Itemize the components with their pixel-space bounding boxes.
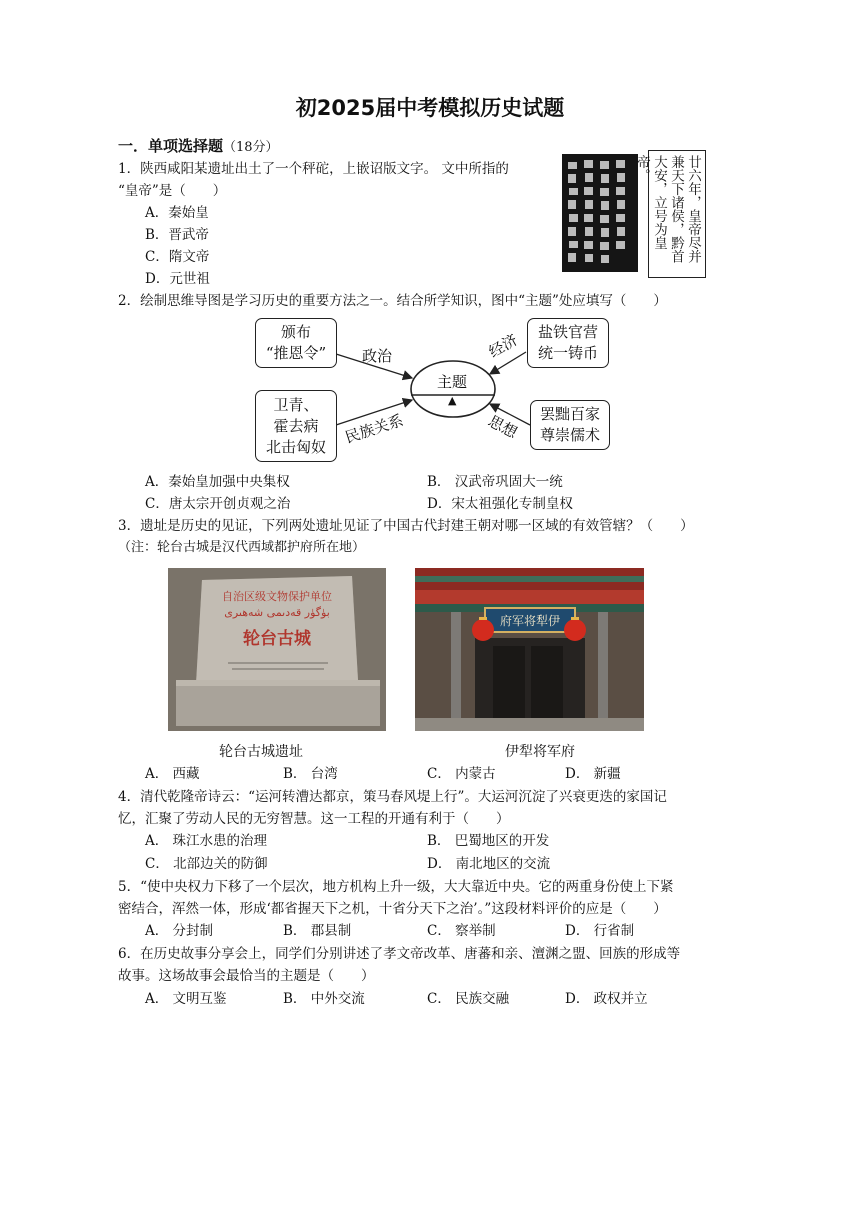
box-politics-line2: “推恩令”: [265, 344, 327, 362]
ili-general-mansion-photo: [415, 568, 644, 731]
section-score: （18分）: [223, 140, 279, 155]
q5-stem-line1: 5．“使中央权力下移了一个层次，地方机构上升一级，大大靠近中央。它的两重身份使上下紧: [118, 879, 674, 895]
q1-option-c[interactable]: C．隋文帝: [145, 249, 210, 265]
q1-stem-line2: “皇帝”是（ ）: [118, 183, 227, 199]
q6-option-d[interactable]: D． 政权并立: [565, 991, 648, 1007]
q5-option-d[interactable]: D． 行省制: [565, 923, 635, 939]
q6-stem-line2: 故事。这场故事会最恰当的主题是（ ）: [118, 968, 375, 984]
q6-option-a[interactable]: A． 文明互鉴: [145, 991, 227, 1007]
box-thought-line2: 尊崇儒术: [539, 426, 600, 444]
q3-option-b[interactable]: B． 台湾: [283, 766, 338, 782]
mind-map-center-mark: ▲: [448, 394, 457, 407]
q6-option-b[interactable]: B． 中外交流: [283, 991, 365, 1007]
q2-option-b[interactable]: B． 汉武帝巩固大一统: [427, 474, 563, 490]
q2-stem-line1: 2．绘制思维导图是学习历史的重要方法之一。结合所学知识，图中“主题”处应填写（ ）: [118, 293, 667, 309]
q1-option-a[interactable]: A．秦始皇: [145, 205, 209, 221]
q1-stem-line1: 1．陕西咸阳某遗址出土了一个秤砣，上嵌诏版文字。 文中所指的: [118, 161, 509, 177]
q2-option-d[interactable]: D．宋太祖强化专制皇权: [427, 496, 573, 512]
mansion-plaque: 府军将犁伊: [499, 614, 560, 628]
photo2-caption: 伊犁将军府: [505, 744, 575, 760]
inscription-col-3: 大安，立号为皇帝。: [634, 155, 667, 250]
q1-option-d[interactable]: D．元世祖: [145, 271, 210, 287]
q3-option-c[interactable]: C． 内蒙古: [427, 766, 496, 782]
box-thought-line1: 罢黜百家: [539, 405, 600, 423]
luntai-ancient-city-photo: [168, 568, 386, 731]
q4-option-b[interactable]: B． 巴蜀地区的开发: [427, 833, 550, 849]
section-name: 一．单项选择题: [118, 137, 224, 155]
q5-option-a[interactable]: A． 分封制: [145, 923, 214, 939]
inscription-col-2: 兼天下诸侯，黔首: [668, 155, 684, 263]
mind-map-label-thought: 思想: [485, 411, 521, 442]
mind-map-box-ethnic: [255, 390, 337, 462]
box-ethnic-line1: 卫青、: [273, 395, 319, 414]
mind-map-arrows: [0, 0, 860, 470]
inscription-col-1: 廿六年，皇帝尽并: [685, 155, 701, 263]
q5-option-c[interactable]: C． 察举制: [427, 923, 496, 939]
q3-option-d[interactable]: D． 新疆: [565, 766, 621, 782]
mind-map-label-economy: 经济: [485, 330, 521, 362]
box-economy-line1: 盐铁官营: [537, 323, 598, 341]
mind-map-label-ethnic: 民族关系: [342, 411, 406, 447]
box-ethnic-line3: 北击匈奴: [265, 437, 326, 456]
q2-option-c[interactable]: C．唐太宗开创贞观之治: [145, 496, 291, 512]
box-ethnic-line2: 霍去病: [273, 416, 319, 435]
stone-inscription-line3: 轮台古城: [243, 629, 311, 649]
q5-option-b[interactable]: B． 郡县制: [283, 923, 352, 939]
mind-map-box-thought: [530, 400, 610, 450]
box-politics-line1: 颁布: [280, 323, 311, 341]
q1-option-b[interactable]: B．晋武帝: [145, 227, 209, 243]
mind-map-box-economy: [527, 318, 609, 368]
mind-map-box-politics: [255, 318, 337, 368]
stone-inscription-line2: بۈگۈر قەدىمى شەھىرى: [224, 606, 330, 619]
mind-map-label-politics: 政治: [362, 347, 393, 365]
page-title: 初2025届中考模拟历史试题: [295, 96, 565, 120]
q3-option-a[interactable]: A． 西藏: [145, 766, 200, 782]
q4-option-c[interactable]: C． 北部边关的防御: [145, 856, 268, 872]
q4-stem-line1: 4．清代乾隆帝诗云：“运河转漕达都京，策马春风堤上行”。大运河沉淀了兴衰更迭的家国记: [118, 789, 667, 805]
stone-inscription-line1: 自治区级文物保护单位: [222, 590, 332, 603]
q3-stem-line1: 3．遗址是历史的见证，下列两处遗址见证了中国古代封建王朝对哪一区域的有效管辖？（ ）: [118, 518, 694, 534]
q6-option-c[interactable]: C． 民族交融: [427, 991, 510, 1007]
q4-option-d[interactable]: D． 南北地区的交流: [427, 856, 551, 872]
q6-stem-line1: 6．在历史故事分享会上，同学们分别讲述了孝文帝改革、唐蕃和亲、澶渊之盟、回族的形成等: [118, 946, 681, 962]
q4-stem-line2: 忆，汇聚了劳动人民的无穷智慧。这一工程的开通有利于（ ）: [118, 811, 510, 827]
photo1-caption: 轮台古城遗址: [219, 744, 303, 760]
box-economy-line2: 统一铸币: [537, 344, 598, 362]
q5-stem-line2: 密结合，浑然一体，形成‘都省握天下之机，十省分天下之治’。”这段材料评价的应是（ ）: [118, 901, 667, 917]
mind-map-center-label: 主题: [437, 373, 468, 391]
q2-option-a[interactable]: A．秦始皇加强中央集权: [145, 474, 290, 490]
q3-note: （注：轮台古城是汉代西域都护府所在地）: [118, 540, 366, 555]
q4-option-a[interactable]: A． 珠江水患的治理: [145, 833, 268, 849]
